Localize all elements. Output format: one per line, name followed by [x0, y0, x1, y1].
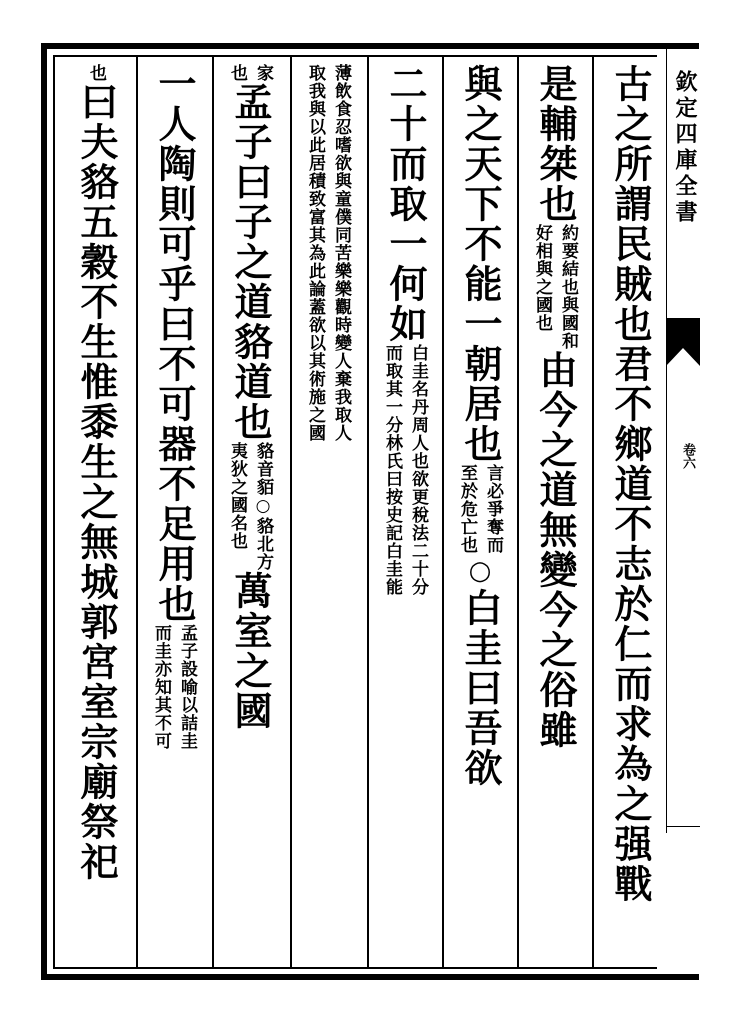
annotation-note	[225, 64, 275, 82]
circle-mark: ○	[468, 556, 492, 586]
annotation-note	[225, 442, 275, 571]
column-rule	[442, 57, 444, 968]
column-rule	[367, 57, 369, 968]
margin-rule-foot	[666, 826, 700, 827]
text-column	[144, 64, 204, 750]
main-text: 由今之道無變今之俗雖	[533, 350, 578, 750]
annotation-note	[303, 64, 353, 442]
text-column	[450, 64, 510, 788]
text-column	[66, 64, 126, 882]
main-text: 曰夫貉五穀不生惟黍生之無城郭宮室宗廟祭祀	[74, 82, 119, 882]
annotation-line: 白圭名丹周人也欲更稅法二十分	[408, 344, 428, 596]
annotation-note	[380, 344, 430, 596]
main-text: 與之天下不能一朝居也	[458, 64, 503, 464]
fishtail-mark-icon	[666, 318, 700, 366]
annotation-line: 好相與之國也	[532, 224, 552, 332]
annotation-line: 言必爭奪而	[483, 464, 503, 554]
margin-rule	[666, 43, 667, 833]
column-rule	[517, 57, 519, 968]
column-rule	[212, 57, 214, 968]
main-text: 二十而取一何如	[383, 64, 428, 344]
main-text: 古之所謂民賊也君不鄉道不志於仁而求為之强戰	[608, 64, 653, 904]
annotation-line: 取我與以此居積致富其為此論蓋欲以其術施之國	[305, 64, 325, 442]
annotation-note	[455, 464, 505, 554]
text-column	[220, 64, 280, 731]
annotation-line: 也	[86, 64, 106, 82]
main-text: 一人陶則可乎曰不可器不足用也	[152, 64, 197, 624]
annotation-line: 貉音貊○貉北方	[253, 442, 273, 571]
main-text: 萬室之國	[228, 571, 273, 731]
column-rule	[290, 57, 292, 968]
annotation-line: 而取其一分林氏曰按史記白圭能	[382, 344, 402, 596]
main-text: 白圭曰吾欲	[458, 588, 503, 788]
text-column	[525, 64, 585, 750]
column-rule	[592, 57, 594, 968]
margin-volume: 卷六	[680, 443, 695, 469]
annotation-note	[84, 64, 108, 82]
annotation-line: 孟子設喻以詰圭	[177, 624, 197, 750]
annotation-note	[530, 224, 580, 350]
annotation-line: 至於危亡也	[457, 464, 477, 554]
annotation-line: 夷狄之國名也	[227, 442, 247, 550]
text-column	[600, 64, 660, 904]
main-text: 是輔桀也	[533, 64, 578, 224]
column-rule	[136, 57, 138, 968]
annotation-line: 薄飲食忍嗜欲與童僕同苦樂樂觀時變人棄我取人	[331, 64, 351, 442]
annotation-note	[149, 624, 199, 750]
annotation-line: 家	[253, 64, 273, 82]
annotation-line: 而圭亦知其不可	[151, 624, 171, 750]
text-column	[375, 64, 435, 596]
main-text: 孟子曰子之道貉道也	[228, 82, 273, 442]
text-column	[298, 64, 358, 442]
annotation-line: 也	[227, 64, 247, 82]
annotation-line: 約要結也與國和	[558, 224, 578, 350]
margin-book-title: 欽定四庫全書	[672, 70, 698, 226]
